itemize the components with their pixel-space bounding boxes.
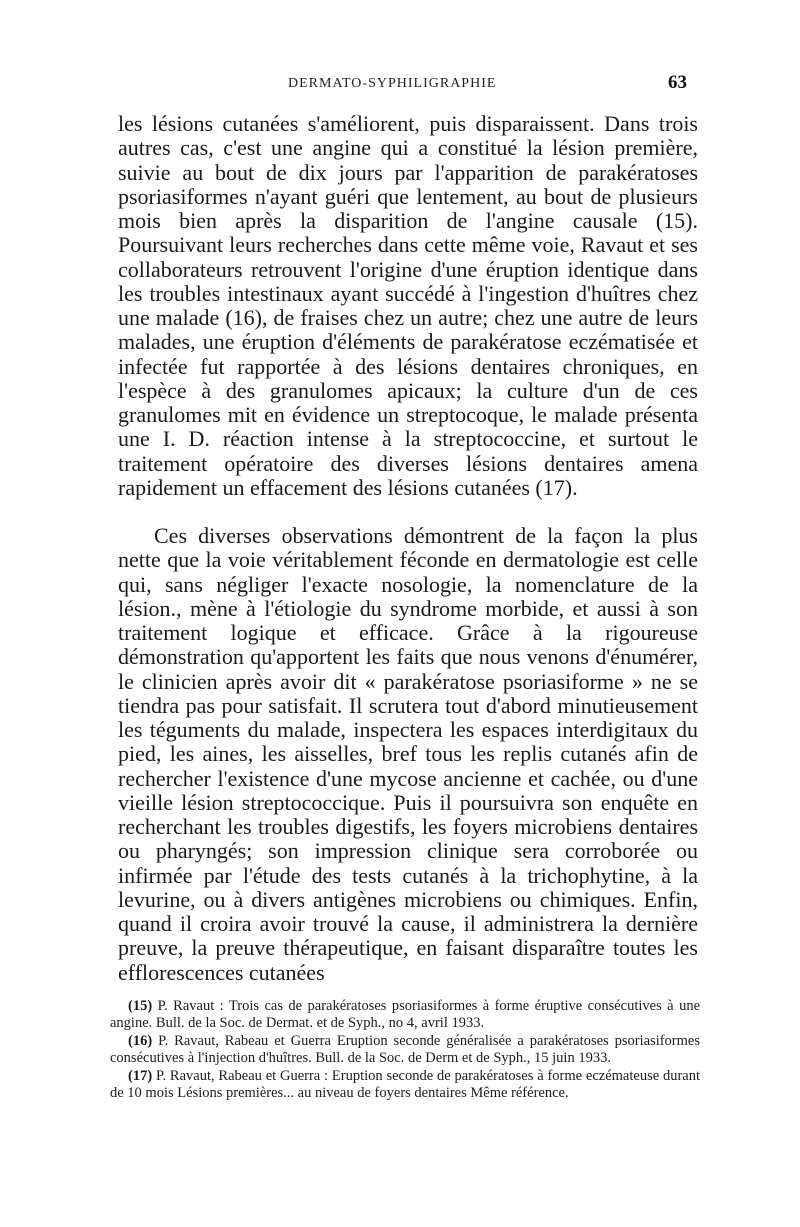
- paragraph: les lésions cutanées s'améliorent, puis disparaissent. Dans trois autres cas, c'est une angine qui a constitué la lésion première, suivie au bout de dix jours par l'apparition de parakératoses psoriasiformes n'ayant guéri que lentement, au bout de plusieurs mois bien après la disparition de l'angine causale (15). Poursuivant leurs recherches dans cette même voie, Ravaut et ses collaborateurs retrouvent l'origine d'une éruption identique dans les troubles intestinaux ayant succédé à l'ingestion d'huîtres chez une malade (16), de fraises chez un autre; chez une autre de leurs malades, une éruption d'éléments de parakératose eczématisée et infectée fut rapportée à des lésions dentaires chroniques, en l'espèce à des granulomes apicaux; la culture d'un de ces granulomes mit en évidence un streptocoque, le malade présenta une I. D. réaction intense à la streptococcine, et surtout le traitement opératoire des diverses lésions dentaires amena rapidement un effacement des lésions cutanées (17).: [118, 111, 698, 500]
- running-title: DERMATO-SYPHILIGRAPHIE: [288, 76, 497, 91]
- footnote-number: (16): [128, 1033, 153, 1049]
- footnotes: [110, 998, 700, 1102]
- footnote-text: P. Ravaut, Rabeau et Guerra : Eruption seconde de parakératoses à forme eczémateuse durant de 10 mois Lésions premières... au niveau de foyers dentaires Même référence.: [110, 1068, 701, 1101]
- body-text: [118, 112, 698, 985]
- footnote-text: P. Ravaut, Rabeau et Guerra Eruption seconde généralisée a parakératoses psoriasiformes consécutives à l'injection d'huîtres. Bull. de la Soc. de Derm et de Syph., 15 juin 1933.: [110, 1033, 700, 1066]
- footnote-text: P. Ravaut : Trois cas de parakératoses psoriasiformes à forme éruptive consécutives à une angine. Bull. de la Soc. de Dermat. et de Syph., no 4, avril 1933.: [110, 998, 700, 1031]
- paragraph: Ces diverses observations démontrent de la façon la plus nette que la voie véritablement féconde en dermatologie est celle qui, sans négliger l'exacte nosologie, la nomenclature de la lésion., mène à l'étiologie du syndrome morbide, et aussi à son traitement logique et efficace. Grâce à la rigoureuse démonstration qu'apportent les faits que nous venons d'énumérer, le clinicien après avoir dit « parakératose psoriasiforme » ne se tiendra pas pour satisfait. Il scrutera tout d'abord minutieusement les téguments du malade, inspectera les espaces interdigitaux du pied, les aines, les aisselles, bref tous les replis cutanés afin de rechercher l'existence d'une mycose ancienne et cachée, ou d'une vieille lésion streptococcique. Puis il poursuivra son enquête en recherchant les troubles digestifs, les foyers microbiens dentaires ou pharyngés; son impression clinique sera corroborée ou infirmée par l'étude des tests cutanés à la trichophytine, à la levurine, ou à divers antigènes microbiens ou chimiques. Enfin, quand il croira avoir trouvé la cause, il administrera la dernière preuve, la preuve thérapeutique, en faisant disparaître toutes les efflorescences cutanées: [118, 523, 698, 985]
- footnote-number: (17): [128, 1068, 153, 1084]
- footnote: [110, 1068, 700, 1102]
- footnote: [110, 1033, 700, 1067]
- page-number: 63: [668, 72, 687, 93]
- footnote-number: (15): [128, 998, 153, 1014]
- footnote: [110, 998, 700, 1032]
